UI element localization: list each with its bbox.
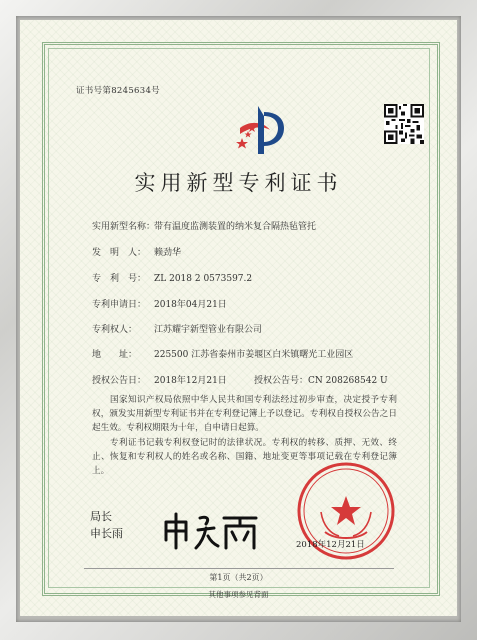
field-utility-model-name	[92, 219, 316, 232]
field-label: 地 址：	[92, 350, 138, 360]
grant-number: CN 208268542 U	[308, 376, 388, 386]
field-label: 发 明 人：	[92, 248, 147, 258]
field-value: 赖劲华	[154, 248, 182, 258]
field-patentee	[92, 322, 262, 335]
field-value: 江苏耀宇新型管业有限公司	[154, 325, 263, 335]
field-label: 专 利 号：	[92, 274, 147, 284]
certificate-paper	[20, 20, 457, 616]
director-name: 申长雨	[90, 527, 123, 540]
footer-note: 其他事项参见背面	[208, 590, 269, 599]
certificate-number: 证书号第8245634号	[76, 86, 160, 96]
field-value: 225500 江苏省泰州市姜堰区白米镇曙光工业园区	[154, 350, 354, 360]
certificate-title: 实用新型专利证书	[134, 171, 343, 195]
field-value: ZL 2018 2 0573597.2	[154, 274, 253, 284]
seal-date: 2018年12月21日	[296, 540, 365, 550]
grant-number-label: 授权公告号：	[254, 376, 309, 386]
qr-code-icon	[384, 104, 424, 144]
field-label: 专利申请日：	[92, 300, 147, 310]
divider	[84, 568, 394, 569]
director-signature	[160, 508, 260, 552]
field-label: 专利权人：	[92, 325, 138, 335]
field-grant-info	[92, 373, 388, 386]
field-inventor	[92, 245, 181, 258]
field-address	[92, 347, 353, 360]
field-application-date	[92, 297, 227, 310]
legal-status-paragraph: 专利证书记载专利权登记时的法律状况。专利权的转移、质押、无效、终止、恢复和专利权人的姓名或名称、国籍、地址变更等事项记载在专利登记簿上。	[92, 438, 397, 476]
director-title: 局长	[90, 510, 112, 523]
field-label: 实用新型名称：	[92, 222, 156, 232]
field-patent-number	[92, 271, 252, 284]
grant-date: 2018年12月21日	[154, 376, 227, 386]
field-value: 2018年04月21日	[154, 300, 227, 310]
cnipa-logo-icon	[230, 98, 292, 160]
page-number: 第1页（共2页）	[209, 573, 268, 582]
field-label: 授权公告日：	[92, 376, 147, 386]
field-value: 带有温度监测装置的纳米复合隔热毡管托	[154, 222, 317, 232]
grant-statement-paragraph: 国家知识产权局依照中华人民共和国专利法经过初步审查，决定授予专利权，颁发实用新型专利证书并在专利登记簿上予以登记。专利权自授权公告之日起生效。专利权期限为十年，自申请日起算。	[92, 395, 397, 433]
